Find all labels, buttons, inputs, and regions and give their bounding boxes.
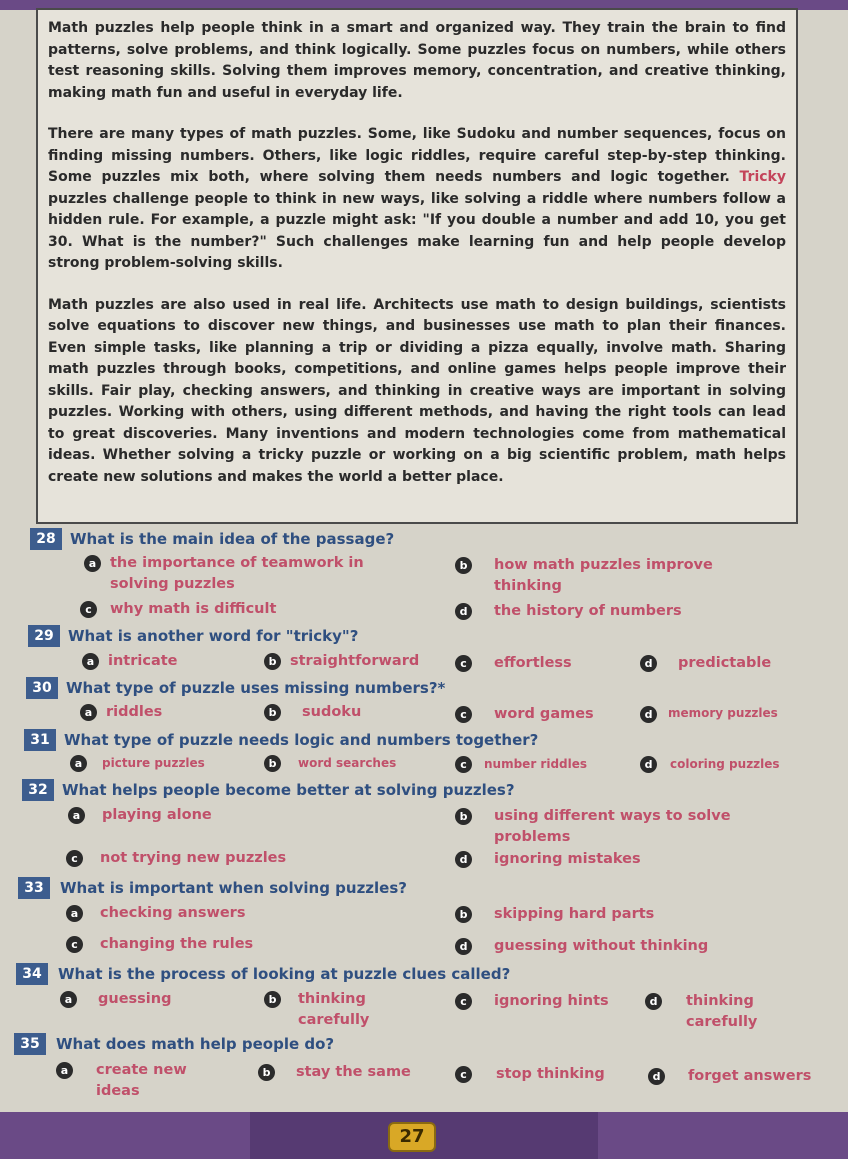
option-c[interactable]: changing the rules	[100, 936, 254, 952]
question-text: What is the process of looking at puzzle clues called?	[58, 965, 511, 983]
question-text: What is important when solving puzzles?	[60, 879, 407, 897]
option-a[interactable]: the importance of teamwork in solving puzzles	[110, 555, 364, 592]
option-letter-c: c	[455, 993, 472, 1010]
question-number: 33	[18, 877, 50, 899]
option-letter-a: a	[60, 991, 77, 1008]
option-c[interactable]: effortless	[494, 655, 572, 671]
option-a[interactable]: picture puzzles	[102, 756, 205, 770]
option-d[interactable]: predictable	[678, 655, 772, 671]
question-text: What type of puzzle needs logic and numbers together?	[64, 731, 539, 749]
option-c[interactable]: stop thinking	[496, 1066, 605, 1082]
option-letter-b: b	[264, 704, 281, 721]
option-b[interactable]: stay the same	[296, 1064, 411, 1080]
option-d[interactable]: guessing without thinking	[494, 938, 709, 954]
option-letter-a: a	[70, 755, 87, 772]
question-number: 30	[26, 677, 58, 699]
highlighted-word: Tricky	[739, 169, 786, 185]
question-text: What does math help people do?	[56, 1035, 335, 1053]
question-number: 32	[22, 779, 54, 801]
option-c[interactable]: word games	[494, 706, 594, 722]
option-b[interactable]: skipping hard parts	[494, 906, 655, 922]
passage-paragraph-1: Math puzzles help people think in a smart and organized way. They train the brain to find patterns, solve problems, and think logically. Some puzzles focus on numbers, while others test reasoning skills. Solving them improves memory, concentration, and creative thinking, making math fun and useful in everyday life.	[48, 20, 786, 101]
option-d[interactable]: forget answers	[688, 1068, 812, 1084]
option-a[interactable]: create new ideas	[96, 1062, 187, 1099]
option-a[interactable]: intricate	[108, 653, 178, 669]
option-d[interactable]: memory puzzles	[668, 706, 778, 720]
option-letter-d: d	[640, 756, 657, 773]
question-text: What is the main idea of the passage?	[70, 530, 395, 548]
option-letter-b: b	[455, 906, 472, 923]
option-b[interactable]: using different ways to solve problems	[494, 808, 731, 845]
question-text: What is another word for "tricky"?	[68, 627, 359, 645]
option-letter-d: d	[455, 603, 472, 620]
option-letter-b: b	[455, 557, 472, 574]
option-letter-d: d	[640, 655, 657, 672]
option-letter-c: c	[455, 706, 472, 723]
option-letter-c: c	[455, 756, 472, 773]
option-d[interactable]: the history of numbers	[494, 603, 682, 619]
question-text: What helps people become better at solving puzzles?	[62, 781, 515, 799]
option-a[interactable]: checking answers	[100, 905, 246, 921]
option-letter-d: d	[455, 851, 472, 868]
passage-p2-end: puzzles challenge people to think in new ways, like solving a riddle where numbers follow a hidden rule. For example, a puzzle might ask: "If you double a number and add 10, you get 30. What is the number?" Such challenges make learning fun and help people develop strong problem-solving skills.	[48, 190, 786, 271]
passage-paragraph-2	[48, 124, 786, 275]
option-letter-a: a	[80, 704, 97, 721]
option-letter-b: b	[264, 755, 281, 772]
option-letter-d: d	[645, 993, 662, 1010]
option-letter-c: c	[66, 850, 83, 867]
passage-paragraph-3: Math puzzles are also used in real life. Architects use math to design buildings, scientists solve equations to discover new things, and businesses use math to plan their finances. Even simple tasks, like planning a trip or dividing a pizza equally, involve math. Sharing math puzzles through books, competitions, and online games helps people improve their skills. Fair play, checking answers, and thinking in creative ways are important in solving puzzles. Working with others, using different methods, and having the right tools can lead to great discoveries. Many inventions and modern technologies come from mathematical ideas. Whether solving a tricky puzzle or working on a big scientific problem, math helps create new solutions and makes the world a better place.	[48, 296, 786, 485]
question-number: 34	[16, 963, 48, 985]
option-letter-b: b	[455, 808, 472, 825]
option-letter-c: c	[455, 655, 472, 672]
option-letter-a: a	[56, 1062, 73, 1079]
option-letter-c: c	[66, 936, 83, 953]
option-letter-a: a	[82, 653, 99, 670]
option-letter-d: d	[640, 706, 657, 723]
option-b[interactable]: word searches	[298, 756, 397, 770]
option-letter-c: c	[455, 1066, 472, 1083]
option-b[interactable]: thinking carefully	[298, 991, 370, 1028]
option-c[interactable]: why math is difficult	[110, 601, 277, 617]
option-c[interactable]: number riddles	[484, 757, 588, 771]
option-d[interactable]: coloring puzzles	[670, 757, 780, 771]
option-a[interactable]: riddles	[106, 704, 163, 720]
question-number: 28	[30, 528, 62, 550]
passage-p2-start: There are many types of math puzzles. Some, like Sudoku and number sequences, focus on finding missing numbers. Others, like logic riddles, require careful step-by-step thinking. Some puzzles mix both, where solving them needs numbers and logic together.	[48, 126, 786, 185]
question-text: What type of puzzle uses missing numbers?*	[66, 679, 446, 697]
option-letter-a: a	[84, 555, 101, 572]
option-b[interactable]: straightforward	[290, 653, 420, 669]
option-letter-a: a	[68, 807, 85, 824]
option-c[interactable]: not trying new puzzles	[100, 850, 287, 866]
option-b[interactable]: how math puzzles improve thinking	[494, 557, 713, 594]
option-d[interactable]: ignoring mistakes	[494, 851, 641, 867]
option-letter-a: a	[66, 905, 83, 922]
option-a[interactable]: playing alone	[102, 807, 212, 823]
question-number: 31	[24, 729, 56, 751]
option-letter-c: c	[80, 601, 97, 618]
option-d[interactable]: thinking carefully	[686, 993, 758, 1030]
option-letter-b: b	[258, 1064, 275, 1081]
reading-passage	[36, 8, 798, 524]
option-letter-b: b	[264, 653, 281, 670]
option-c[interactable]: ignoring hints	[494, 993, 609, 1009]
question-number: 29	[28, 625, 60, 647]
option-letter-d: d	[648, 1068, 665, 1085]
option-a[interactable]: guessing	[98, 991, 172, 1007]
page-number: 27	[388, 1122, 436, 1152]
option-letter-d: d	[455, 938, 472, 955]
question-number: 35	[14, 1033, 46, 1055]
option-b[interactable]: sudoku	[302, 704, 362, 720]
option-letter-b: b	[264, 991, 281, 1008]
